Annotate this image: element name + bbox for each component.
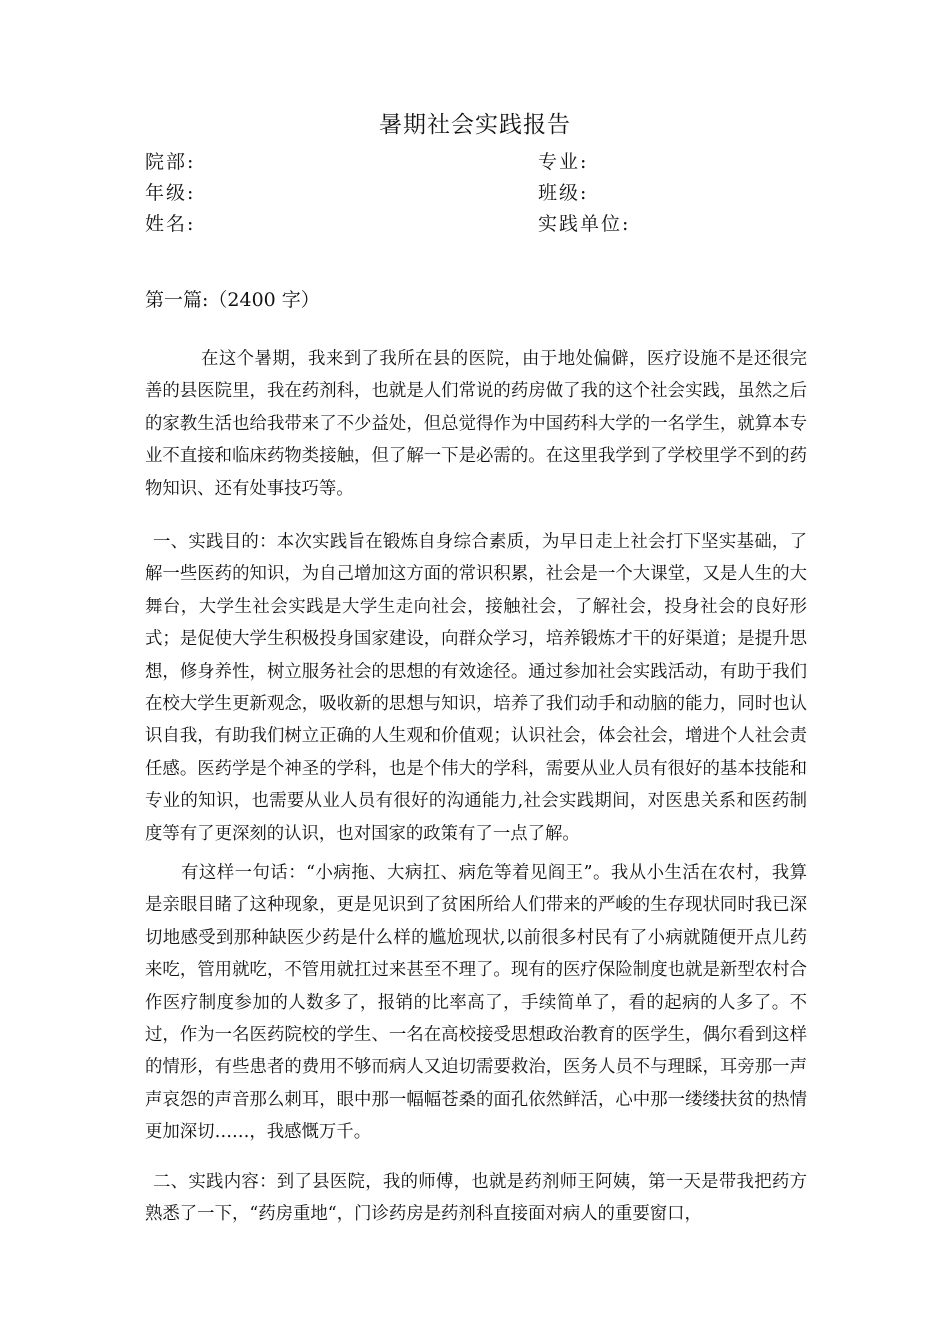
intro-paragraph: 在这个暑期，我来到了我所在县的医院，由于地处偏僻，医疗设施不是还很完善的县医院里，我在药剂科，也就是人们常说的药房做了我的这个社会实践，虽然之后的家教生活也给我带来了不少益处，但总觉得作为中国药科大学的一名学生，就算本专业不直接和临床药物类接触，但了解一下是必需的。在这里我学到了学校里学不到的药物知识、还有处事技巧等。 (145, 349, 807, 499)
student-info-block (145, 145, 805, 238)
rural-healthcare-paragraph: 有这样一句话：“小病拖、大病扛、病危等着见阎王”。我从小生活在农村，我算是亲眼目睹了这种现象，更是见识到了贫困所给人们带来的严峻的生存现状同时我已深切地感受到那种缺医少药是什么样的尴尬现状,以前很多村民有了小病就随便开点儿药来吃，管用就吃，不管用就扛过来甚至不理了。现有的医疗保险制度也就是新型农村合作医疗制度参加的人数多了，报销的比率高了，手续简单了，看的起病的人多了。不过，作为一名医药院校的学生、一名在高校接受思想政治教育的医学生，偶尔看到这样的情形，有些患者的费用不够而病人又迫切需要救治，医务人员不与理睬，耳旁那一声声哀怨的声音那么刺耳，眼中那一幅幅苍桑的面孔依然鲜活，心中那一缕缕扶贫的热情更加深切……，我感慨万千。 (145, 863, 807, 1143)
major-label: 专业: (538, 151, 589, 173)
info-row-grade (145, 176, 805, 207)
grade-label: 年级: (145, 182, 196, 204)
practice-purpose-paragraph: 一、实践目的：本次实践旨在锻炼自身综合素质，为早日走上社会打下坚实基础，了解一些医药的知识，为自己增加这方面的常识积累，社会是一个大课堂，又是人生的大舞台，大学生社会实践是大学生走向社会，接触社会，了解社会，投身社会的良好形式；是促使大学生积极投身国家建设，向群众学习，培养锻炼才干的好渠道；是提升思想，修身养性，树立服务社会的思想的有效途径。通过参加社会实践活动，有助于我们在校大学生更新观念，吸收新的思想与知识，培养了我们动手和动脑的能力，同时也认识自我，有助我们树立正确的人生观和价值观；认识社会，体会社会，增进个人社会责任感。医药学是个神圣的学科，也是个伟大的学科，需要从业人员有很好的基本技能和专业的知识，也需要从业人员有很好的沟通能力,社会实践期间，对医患关系和医药制度等有了更深刻的认识，也对国家的政策有了一点了解。 (145, 532, 807, 844)
practice-content-paragraph: 二、实践内容：到了县医院，我的师傅，也就是药剂师王阿姨，第一天是带我把药方熟悉了一下，“药房重地“，门诊药房是药剂科直接面对病人的重要窗口， (145, 1172, 807, 1225)
dept-label: 院部: (145, 151, 196, 173)
report-title: 暑期社会实践报告 (379, 112, 571, 138)
name-label: 姓名: (145, 213, 196, 235)
info-row-dept (145, 145, 805, 176)
section-heading: 第一篇:（2400 字） (145, 289, 320, 311)
class-label: 班级: (538, 182, 589, 204)
unit-label: 实践单位: (538, 213, 631, 235)
info-row-name (145, 207, 805, 238)
